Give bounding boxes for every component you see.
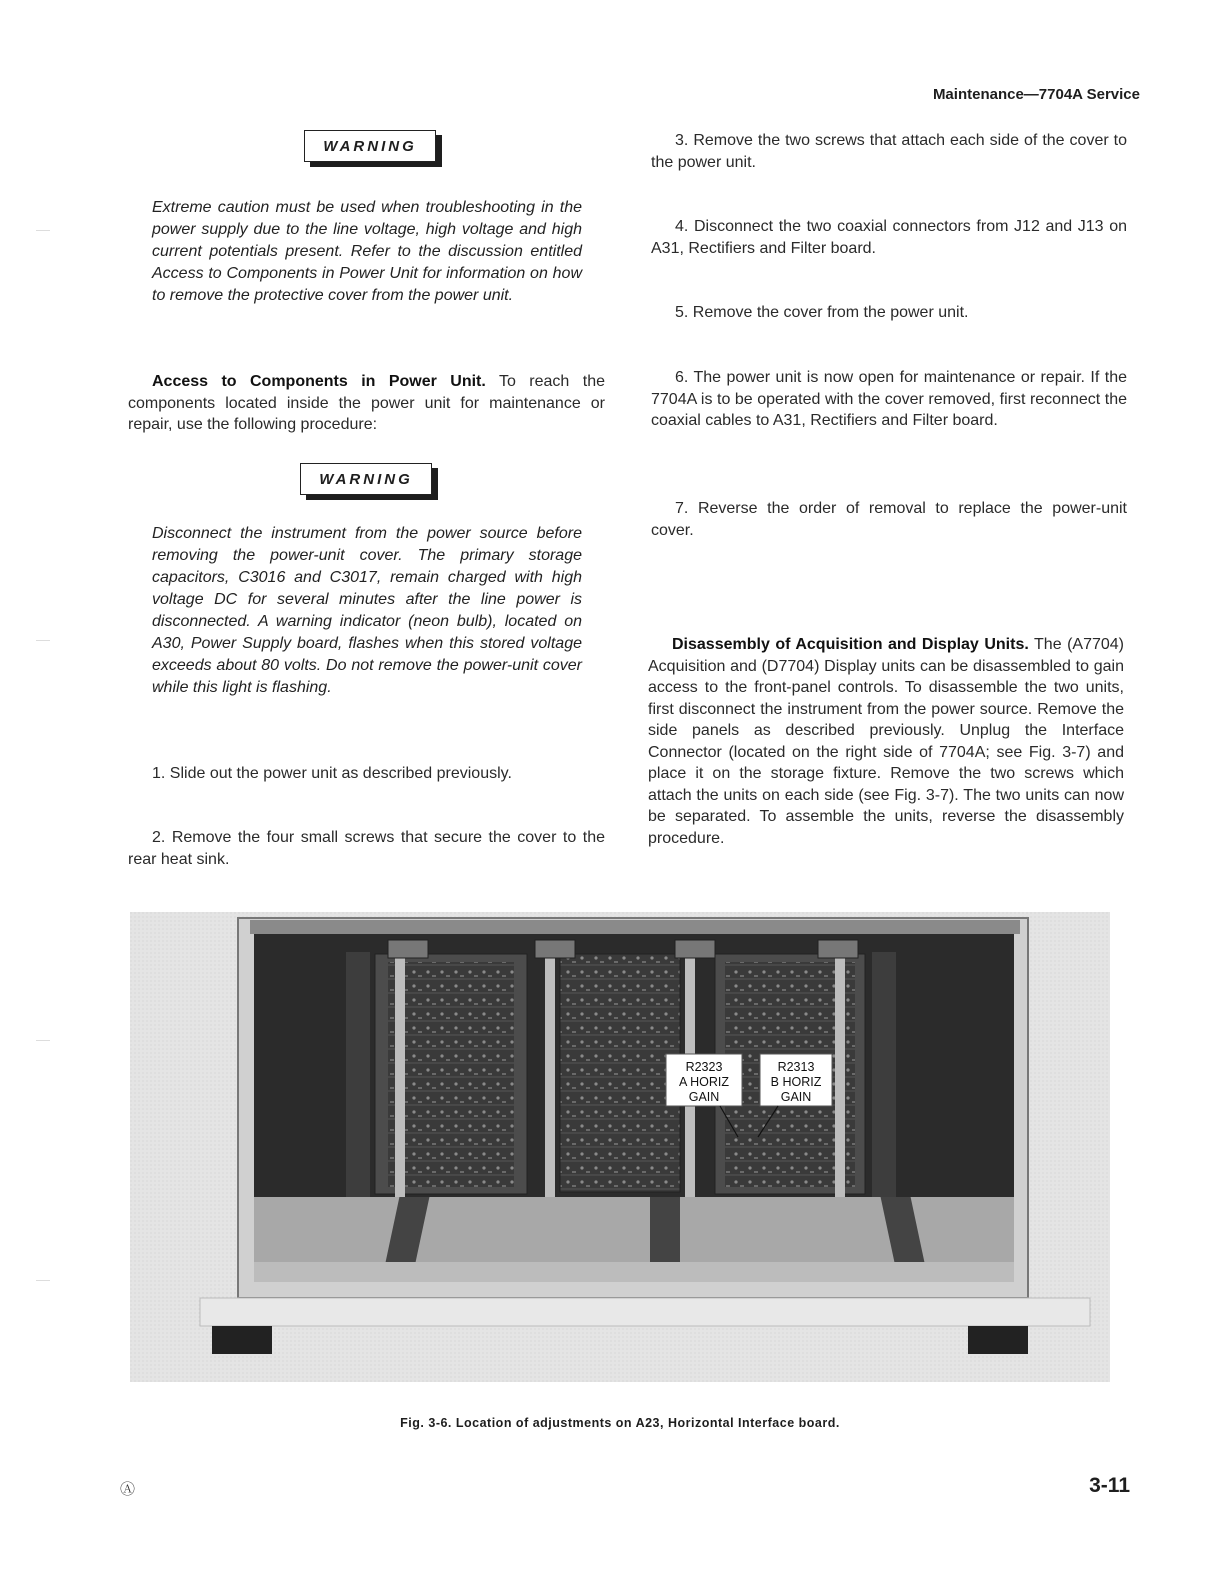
warning-box: WARNING: [300, 463, 432, 495]
figure-photo: [130, 912, 1110, 1382]
running-header: Maintenance—7704A Service: [932, 86, 1140, 103]
step-2: 2. Remove the four small screws that secure the cover to the rear heat sink.: [128, 829, 605, 868]
margin-mark: [36, 640, 50, 641]
callout-b-line3: GAIN: [780, 1090, 812, 1104]
step-4: 4. Disconnect the two coaxial connectors from J12 and J13 on A31, Rectifiers and Filter board.: [651, 218, 1127, 257]
access-text: To reach the components located inside the power unit for maintenance or repair, use the following procedure:: [128, 373, 605, 433]
access-heading: Access to Components in Power Unit.: [152, 373, 486, 390]
warning-box: WARNING: [304, 130, 436, 162]
access-paragraph: [128, 371, 605, 436]
margin-mark: [36, 230, 50, 231]
callout-a-line3: GAIN: [688, 1090, 720, 1104]
revision-mark: Ⓐ: [120, 1481, 136, 1498]
margin-mark: [36, 1280, 50, 1281]
disassembly-paragraph: [648, 634, 1124, 849]
disassembly-text: The (A7704) Acquisition and (D7704) Display units can be disassembled to gain access to the front-panel controls. To disassemble the two units, first disconnect the instrument from the power source. Remove the side panels as described previously. Unplug the Interface Connector (located on the right side of 7704A; see Fig. 3-7) and place it on the storage fixture. Remove the two screws which attach the units on each side (see Fig. 3-7). The two units can now be separated. To assemble the units, reverse the disassembly procedure.: [648, 636, 1125, 847]
step-3: 3. Remove the two screws that attach each side of the cover to the power unit.: [651, 132, 1127, 171]
step-5: 5. Remove the cover from the power unit.: [675, 304, 969, 321]
step-7: 7. Reverse the order of removal to replace the power-unit cover.: [651, 500, 1127, 539]
disassembly-heading: Disassembly of Acquisition and Display Units.: [672, 636, 1029, 653]
callout-b-line2: B HORIZ: [770, 1075, 822, 1089]
step-1: 1. Slide out the power unit as described previously.: [152, 765, 512, 782]
warning-text: Extreme caution must be used when troubleshooting in the power supply due to the line voltage, high voltage and high current potentials present. Refer to the discussion entitled Access to Components in Power Unit for information on how to remove the protective cover from the power unit.: [152, 199, 582, 304]
figure-caption: Fig. 3-6. Location of adjustments on A23, Horizontal Interface board.: [400, 1416, 840, 1430]
callout-a-line2: A HORIZ: [678, 1075, 730, 1089]
margin-mark: [36, 1040, 50, 1041]
callout-a-line1: R2323: [685, 1060, 723, 1074]
page-number: 3-11: [1089, 1474, 1130, 1497]
callout-b-line1: R2313: [777, 1060, 815, 1074]
warning-text: Disconnect the instrument from the power source before removing the power-unit cover. The primary storage capacitors, C3016 and C3017, remain charged with high voltage DC for several minutes after the line power is disconnected. A warning indicator (neon bulb), located on A30, Power Supply board, flashes when this stored voltage exceeds about 80 volts. Do not remove the power-unit cover while this light is flashing.: [152, 525, 582, 696]
step-6: 6. The power unit is now open for maintenance or repair. If the 7704A is to be operated with the cover removed, first reconnect the coaxial cables to A31, Rectifiers and Filter board.: [651, 369, 1127, 429]
chassis-photo: [130, 912, 1110, 1382]
